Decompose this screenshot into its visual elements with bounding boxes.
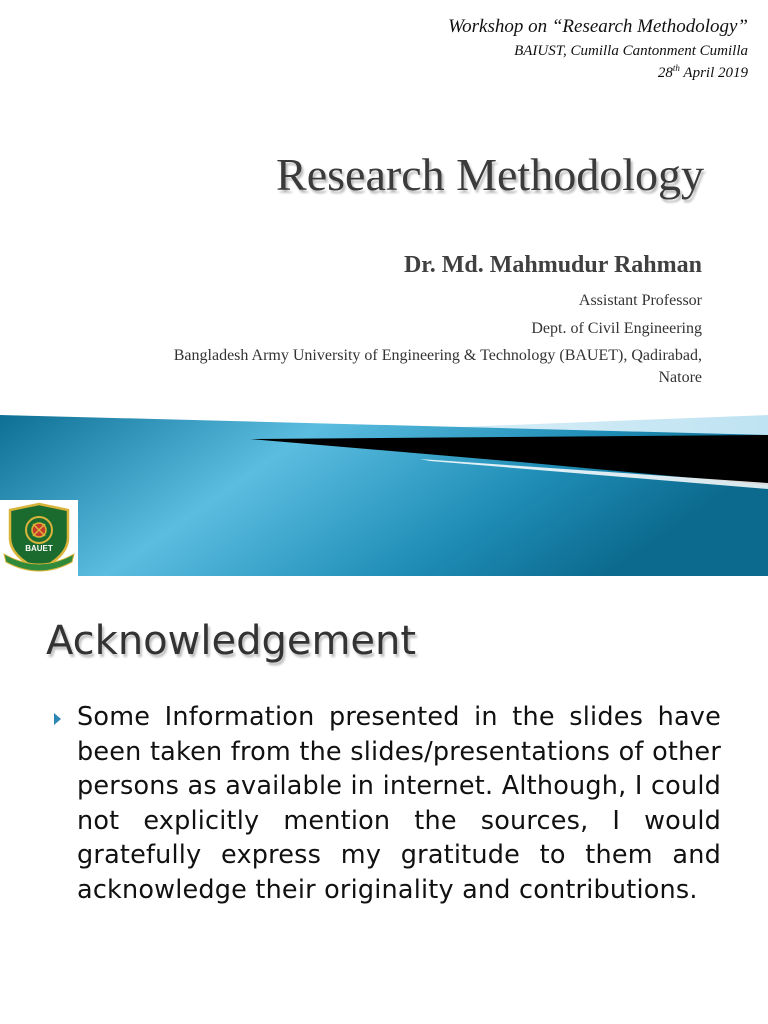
acknowledgement-title: Acknowledgement (46, 618, 417, 664)
acknowledgement-text: Some Information presented in the slides have been taken from the slides/presentations of other persons as available in internet. Although, I could not explicitly mention the sources, I would gratefully express my gratitude to them and acknowledge their originality and contributions. (77, 702, 721, 905)
date-suffix: th (672, 63, 680, 73)
triangle-bullet-icon (54, 713, 61, 725)
author-position: Assistant Professor (578, 292, 702, 309)
author-institution-line1: Bangladesh Army University of Engineering & Technology (BAUET), Qadirabad, (173, 347, 702, 364)
decorative-band (0, 415, 768, 576)
author-department: Dept. of Civil Engineering (531, 320, 702, 337)
date-day: 28 (657, 65, 673, 81)
acknowledgement-slide (0, 576, 768, 1024)
bauet-logo (0, 500, 78, 576)
slide-title: Research Methodology (276, 149, 704, 200)
author-institution-line2: Natore (658, 369, 702, 386)
workshop-venue: BAIUST, Cumilla Cantonment Cumilla (514, 43, 748, 59)
workshop-date (658, 63, 748, 82)
bauet-logo-icon (0, 500, 78, 576)
workshop-title: Workshop on “Research Methodology” (448, 16, 748, 37)
author-name: Dr. Md. Mahmudur Rahman (403, 252, 702, 278)
svg-text:BAUET: BAUET (25, 544, 53, 553)
date-rest: April 2019 (679, 65, 748, 81)
